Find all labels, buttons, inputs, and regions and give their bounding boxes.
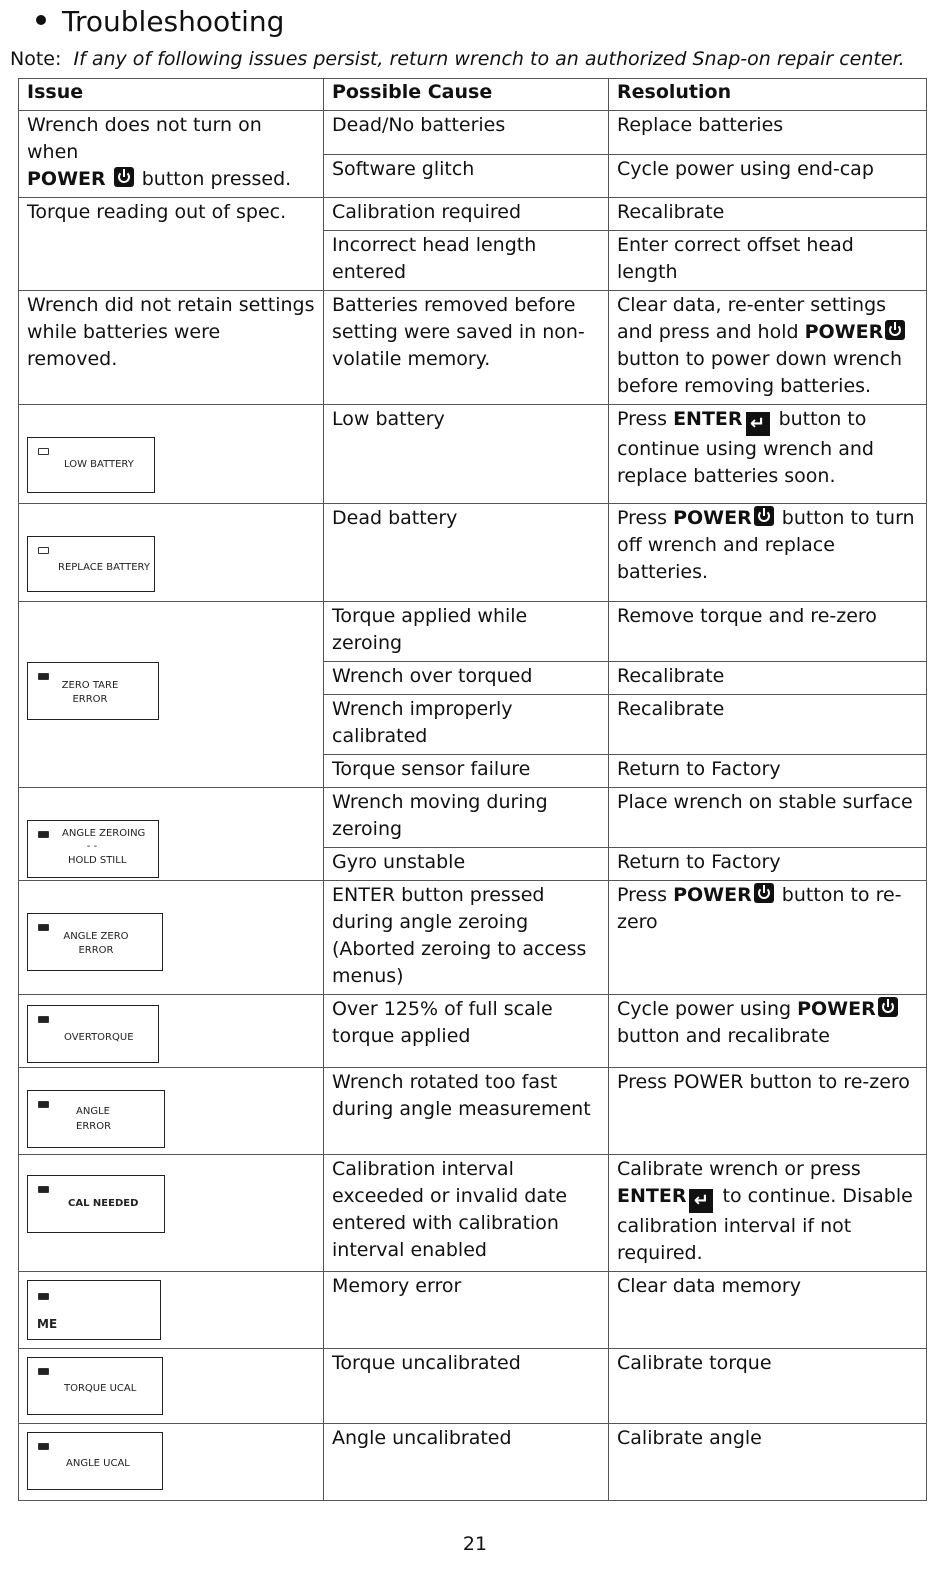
power-label: POWER [27, 168, 106, 190]
cause-cell: Memory error [324, 1272, 609, 1349]
battery-icon [38, 831, 49, 838]
table-row [19, 995, 927, 1068]
table-row [19, 405, 927, 504]
cause-cell: Wrench improperly calibrated [324, 695, 609, 755]
resolution-text: Cycle power using [617, 998, 792, 1020]
cause-cell: Dead/No batteries [324, 111, 609, 155]
lcd-text: CAL NEEDED [68, 1198, 139, 1209]
note-text: If any of following issues persist, return wrench to an authorized Snap-on repair center. [73, 48, 905, 70]
lcd-text: OVERTORQUE [64, 1032, 134, 1043]
resolution-text: Press [617, 884, 668, 906]
cause-cell: Low battery [324, 405, 609, 504]
display-cell [19, 1349, 324, 1424]
cause-cell: Incorrect head length entered [324, 231, 609, 291]
lcd-overtorque [27, 1005, 159, 1063]
enter-icon: ↵ [689, 1189, 713, 1213]
battery-icon [38, 1293, 49, 1300]
table-row [19, 1424, 927, 1501]
table-row [19, 1155, 927, 1272]
lcd-text: TORQUE UCAL [64, 1383, 137, 1394]
cause-cell: Angle uncalibrated [324, 1424, 609, 1501]
note-prefix: Note: [10, 48, 62, 70]
cause-cell: Torque sensor failure [324, 755, 609, 788]
lcd-angle-error [27, 1090, 165, 1148]
resolution-cell [609, 1155, 927, 1272]
issue-cell: Torque reading out of spec. [19, 198, 324, 291]
resolution-text: button to power down wrench before removing batteries. [617, 348, 903, 397]
cause-cell: Software glitch [324, 154, 609, 198]
enter-label: ENTER [617, 1185, 687, 1207]
power-icon [878, 997, 898, 1017]
page-number: 21 [462, 1533, 488, 1555]
cause-cell: Dead battery [324, 504, 609, 602]
power-label: POWER [797, 998, 876, 1020]
battery-icon [38, 1443, 49, 1450]
power-icon [114, 167, 134, 187]
lcd-cal-needed [27, 1175, 165, 1233]
lcd-text: ANGLE UCAL [66, 1458, 130, 1469]
lcd-text: LOW BATTERY [64, 459, 134, 470]
table-row [19, 1272, 927, 1349]
heading-text: Troubleshooting [62, 5, 285, 38]
issue-cell: Wrench did not retain settings while batteries were removed. [19, 291, 324, 405]
power-icon [754, 506, 774, 526]
resolution-cell: Place wrench on stable surface [609, 788, 927, 848]
cause-cell: Gyro unstable [324, 848, 609, 881]
display-cell [19, 1272, 324, 1349]
display-cell [19, 881, 324, 995]
resolution-text: button to re-zero [617, 884, 902, 933]
lcd-memory-error [27, 1280, 161, 1340]
display-cell [19, 1155, 324, 1272]
lcd-text: ERROR [78, 945, 114, 956]
resolution-cell: Remove torque and re-zero [609, 602, 927, 662]
cause-cell: Wrench over torqued [324, 662, 609, 695]
lcd-zero-tare-error [27, 662, 159, 720]
issue-text: Wrench does not turn on when [27, 114, 262, 163]
resolution-cell: Recalibrate [609, 695, 927, 755]
resolution-text: button to continue using wrench and replace batteries soon. [617, 408, 874, 487]
cause-cell: Torque applied while zeroing [324, 602, 609, 662]
table-row [19, 504, 927, 602]
resolution-cell: Replace batteries [609, 111, 927, 155]
lcd-text: REPLACE BATTERY [58, 562, 150, 573]
header-issue: Issue [19, 79, 324, 111]
cause-cell: ENTER button pressed during angle zeroing (Aborted zeroing to access menus) [324, 881, 609, 995]
display-cell [19, 504, 324, 602]
resolution-cell [609, 504, 927, 602]
battery-icon [38, 1101, 49, 1108]
resolution-cell: Cycle power using end-cap [609, 154, 927, 198]
resolution-cell: Clear data memory [609, 1272, 927, 1349]
power-label: POWER [804, 321, 884, 343]
resolution-text: button to turn off wrench and replace batteries. [617, 507, 915, 583]
lcd-low-battery [27, 437, 155, 493]
resolution-cell: Calibrate angle [609, 1424, 927, 1501]
cause-cell: Torque uncalibrated [324, 1349, 609, 1424]
lcd-text: ANGLE ZERO [63, 931, 129, 942]
resolution-cell: Calibrate torque [609, 1349, 927, 1424]
lcd-text: ANGLE [76, 1106, 110, 1117]
lcd-angle-zeroing [27, 820, 159, 878]
power-icon [885, 320, 905, 340]
battery-icon [38, 448, 49, 455]
display-cell [19, 788, 324, 881]
issue-text: button pressed. [141, 168, 292, 190]
table-row [19, 602, 927, 662]
cause-cell: Calibration interval exceeded or invalid date entered with calibration interval enabled [324, 1155, 609, 1272]
lcd-text: ERROR [72, 694, 108, 705]
lcd-text: ME [37, 1317, 58, 1331]
resolution-text: Calibrate wrench or press [617, 1158, 861, 1180]
resolution-text: Clear data, re-enter settings and press and hold [617, 294, 887, 343]
table-row [19, 1068, 927, 1155]
resolution-cell: Recalibrate [609, 662, 927, 695]
cause-cell: Wrench moving during zeroing [324, 788, 609, 848]
power-icon [754, 883, 774, 903]
enter-label: ENTER [673, 408, 743, 430]
troubleshooting-table [18, 78, 927, 1501]
display-cell [19, 1424, 324, 1501]
resolution-cell [609, 291, 927, 405]
display-cell [19, 995, 324, 1068]
resolution-cell: Enter correct offset head length [609, 231, 927, 291]
page-heading [36, 4, 284, 40]
resolution-cell: Return to Factory [609, 848, 927, 881]
table-row [19, 111, 927, 155]
resolution-cell [609, 405, 927, 504]
bullet-icon [36, 15, 46, 25]
battery-icon [38, 1368, 49, 1375]
lcd-text: ANGLE ZEROING [62, 828, 146, 839]
lcd-angle-ucal [27, 1432, 163, 1490]
battery-icon [38, 1016, 49, 1023]
table-row [19, 198, 927, 231]
enter-icon: ↵ [746, 412, 770, 436]
power-label: POWER [673, 884, 752, 906]
cause-cell: Over 125% of full scale torque applied [324, 995, 609, 1068]
resolution-cell: Press POWER button to re-zero [609, 1068, 927, 1155]
table-row [19, 881, 927, 995]
resolution-text: Press [617, 408, 668, 430]
battery-icon [38, 1186, 49, 1193]
lcd-angle-zero-error [27, 913, 163, 971]
lcd-text: ZERO TARE [61, 680, 119, 691]
display-cell [19, 405, 324, 504]
header-resolution: Resolution [609, 79, 927, 111]
cause-cell: Calibration required [324, 198, 609, 231]
issue-cell [19, 111, 324, 198]
note [10, 46, 905, 72]
resolution-text: button and recalibrate [617, 1025, 830, 1047]
resolution-cell [609, 995, 927, 1068]
table-row [19, 1349, 927, 1424]
lcd-text: ERROR [76, 1121, 112, 1132]
display-cell [19, 602, 324, 788]
header-cause: Possible Cause [324, 79, 609, 111]
lcd-text: HOLD STILL [68, 855, 127, 866]
table-row [19, 788, 927, 848]
lcd-replace-battery [27, 536, 155, 592]
resolution-text: Press [617, 507, 668, 529]
cause-cell: Wrench rotated too fast during angle measurement [324, 1068, 609, 1155]
lcd-text: - - [86, 841, 98, 852]
resolution-cell [609, 881, 927, 995]
table-row [19, 291, 927, 405]
resolution-text: to continue. Disable calibration interval if not required. [617, 1185, 913, 1264]
resolution-cell: Recalibrate [609, 198, 927, 231]
table-header-row [19, 79, 927, 111]
resolution-cell: Return to Factory [609, 755, 927, 788]
cause-cell: Batteries removed before setting were saved in non-volatile memory. [324, 291, 609, 405]
lcd-torque-ucal [27, 1357, 163, 1415]
power-label: POWER [673, 507, 752, 529]
display-cell [19, 1068, 324, 1155]
battery-icon [38, 547, 49, 554]
